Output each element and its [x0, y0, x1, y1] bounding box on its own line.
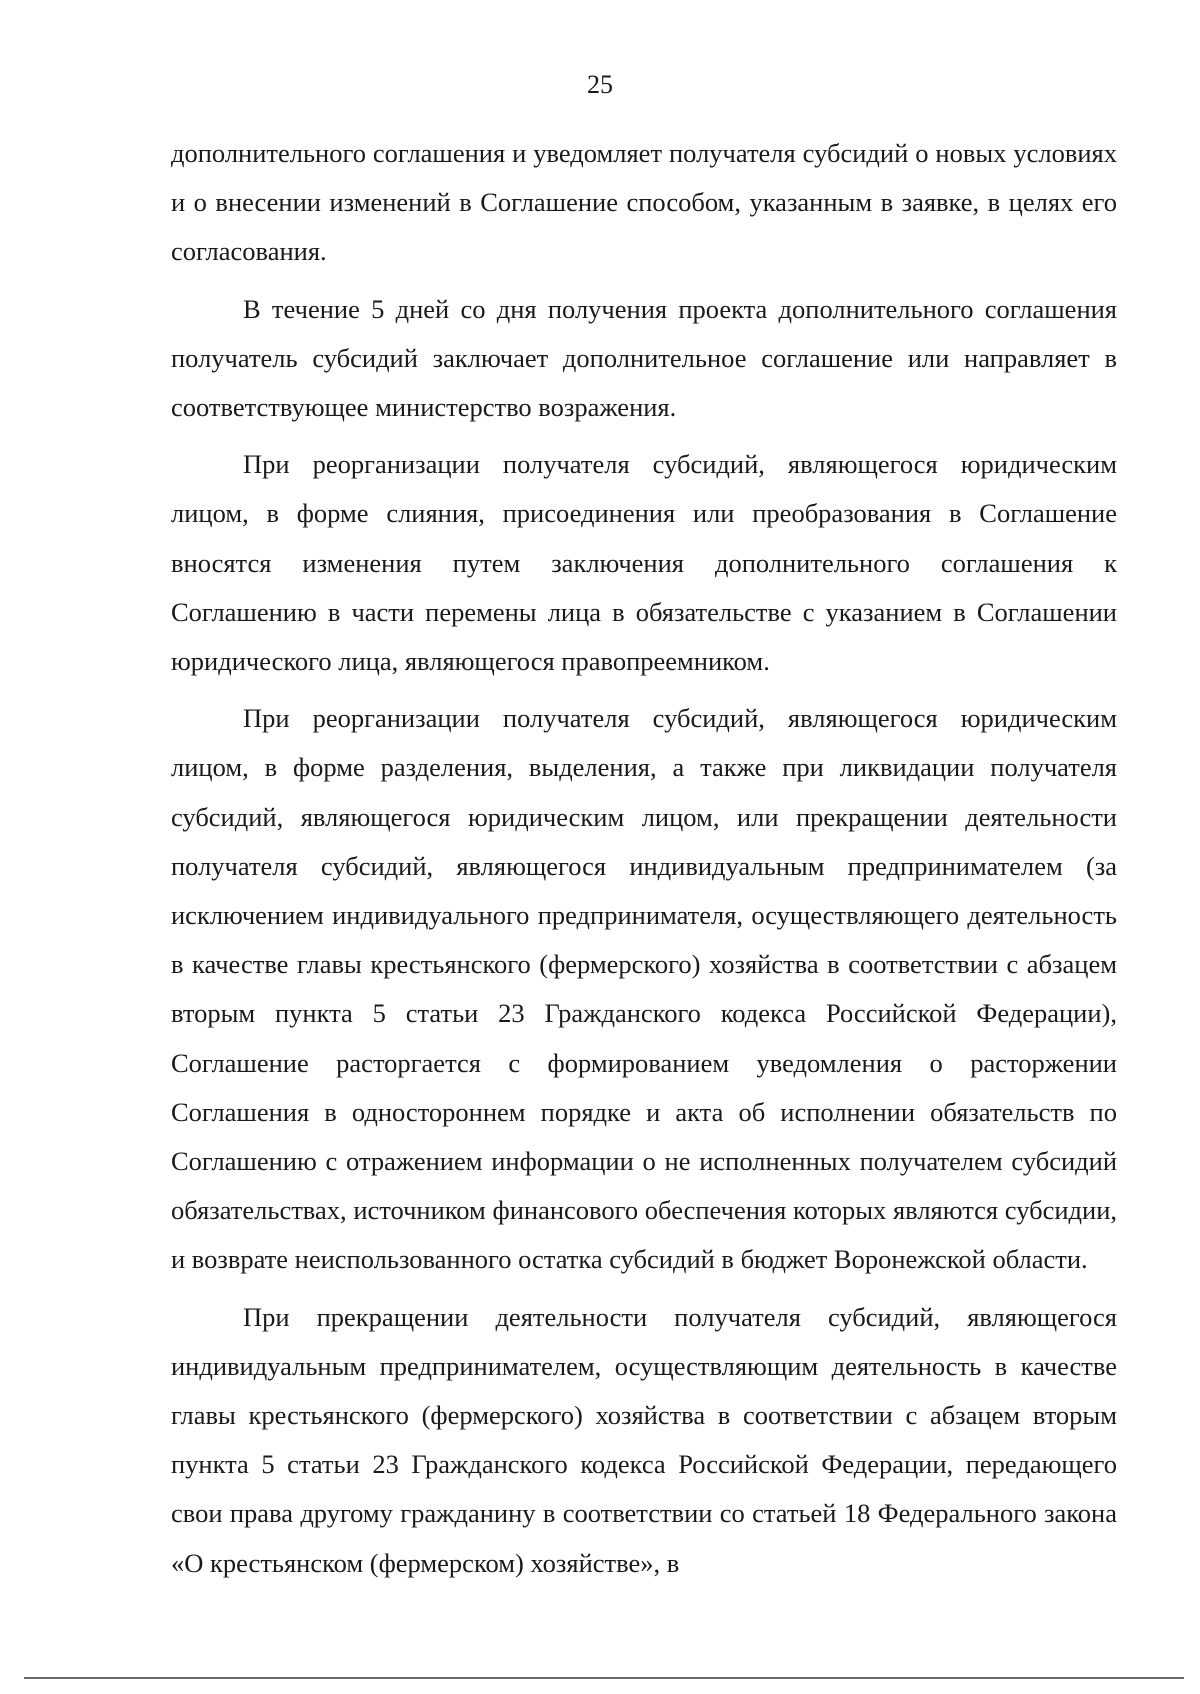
paragraph-5: При прекращении деятельности получателя субсидий, являющегося индивидуальным предпринимателем, осуществляющим деятельность в качестве главы крестьянского (фермерского) хозяйства в соответствии с абзацем вторым пункта 5 статьи 23 Гражданского кодекса Российской Федерации, передающего свои права другому гражданину в соответствии со статьей 18 Федерального закона «О крестьянском (фермерском) хозяйстве», в	[171, 1301, 1117, 1578]
paragraph-2: В течение 5 дней со дня получения проекта дополнительного соглашения получатель субсидий заключает дополнительное соглашение или направляет в соответствующее министерство возражения.	[171, 293, 1117, 423]
paragraph-3: При реорганизации получателя субсидий, являющегося юридическим лицом, в форме слияния, присоединения или преобразования в Соглашение вносятся изменения путем заключения дополнительного соглашения к Соглашению в части перемены лица в обязательстве с указанием в Соглашении юридического лица, являющегося правопреемником.	[171, 449, 1117, 677]
document-body	[171, 129, 1117, 1588]
paragraph-1: дополнительного соглашения и уведомляет получателя субсидий о новых условиях и о внесении изменений в Соглашение способом, указанным в заявке, в целях его согласования.	[171, 138, 1117, 267]
footer-divider	[24, 1677, 1184, 1679]
page-number: 25	[587, 70, 613, 99]
paragraph-4: При реорганизации получателя субсидий, являющегося юридическим лицом, в форме разделения, выделения, а также при ликвидации получателя субсидий, являющегося юридическим лицом, или прекращении деятельности получателя субсидий, являющегося индивидуальным предпринимателем (за исключением индивидуального предпринимателя, осуществляющего деятельность в качестве главы крестьянского (фермерского) хозяйства в соответствии с абзацем вторым пункта 5 статьи 23 Гражданского кодекса Российской Федерации), Соглашение расторгается с формированием уведомления о расторжении Соглашения в одностороннем порядке и акта об исполнении обязательств по Соглашению с отражением информации о не исполненных получателем субсидий обязательствах, источником финансового обеспечения которых являются субсидии, и возврате неиспользованного остатка субсидий в бюджет Воронежской области.	[171, 703, 1117, 1275]
